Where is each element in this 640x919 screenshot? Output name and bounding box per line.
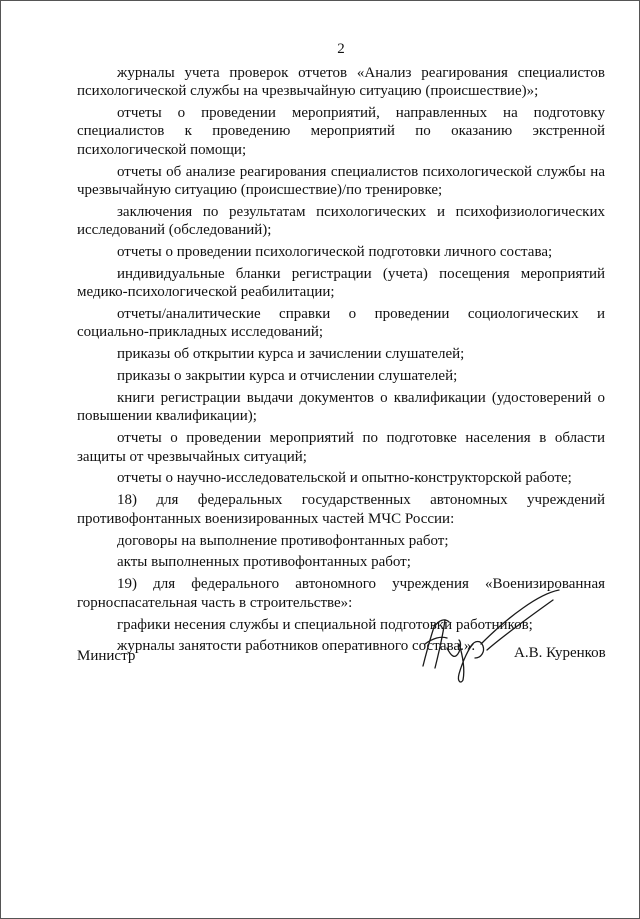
paragraph: отчеты/аналитические справки о проведении социологических и социально-прикладных исследований; — [77, 306, 605, 341]
paragraph: 18) для федеральных государственных автономных учреждений противофонтанных военизированных частей МЧС России: — [77, 492, 605, 527]
paragraph: графики несения службы и специальной подготовки работников; — [117, 616, 533, 633]
paragraph: договоры на выполнение противофонтанных работ; — [117, 532, 449, 549]
document-body — [77, 64, 605, 659]
paragraph: отчеты об анализе реагирования специалистов психологической службы на чрезвычайную ситуацию (происшествие)/по тренировке; — [77, 163, 605, 198]
signatory-name: А.В. Куренков — [514, 645, 606, 661]
paragraph: отчеты о проведении мероприятий, направленных на подготовку специалистов к проведению мероприятий по оказанию экстренной психологической помощи; — [77, 105, 605, 158]
paragraph: акты выполненных противофонтанных работ; — [117, 554, 411, 571]
paragraph: индивидуальные бланки регистрации (учета) посещения мероприятий медико-психологической реабилитации; — [77, 265, 605, 301]
paragraph: 19) для федерального автономного учреждения «Военизированная горноспасательная часть в строительстве»: — [77, 576, 605, 611]
paragraph: отчеты о проведении психологической подготовки личного состава; — [117, 244, 553, 261]
paragraph: журналы занятости работников оперативного состава.». — [117, 638, 476, 655]
paragraph: приказы о закрытии курса и отчислении слушателей; — [117, 368, 458, 385]
handwritten-signature — [413, 586, 563, 686]
paragraph: заключения по результатам психологических и психофизиологических исследований (обследований); — [77, 203, 605, 239]
signatory-title: Министр — [77, 648, 136, 664]
paragraph: приказы об открытии курса и зачислении слушателей; — [117, 346, 465, 363]
page-number: 2 — [337, 41, 345, 57]
paragraph: отчеты о научно-исследовательской и опытно-конструкторской работе; — [117, 470, 572, 487]
paragraph: журналы учета проверок отчетов «Анализ реагирования специалистов психологической службы на чрезвычайную ситуацию (происшествие)»; — [77, 65, 605, 100]
paragraph: отчеты о проведении мероприятий по подготовке населения в области защиты от чрезвычайных ситуаций; — [77, 430, 605, 465]
paragraph: книги регистрации выдачи документов о квалификации (удостоверений о повышении квалификации); — [77, 390, 605, 425]
